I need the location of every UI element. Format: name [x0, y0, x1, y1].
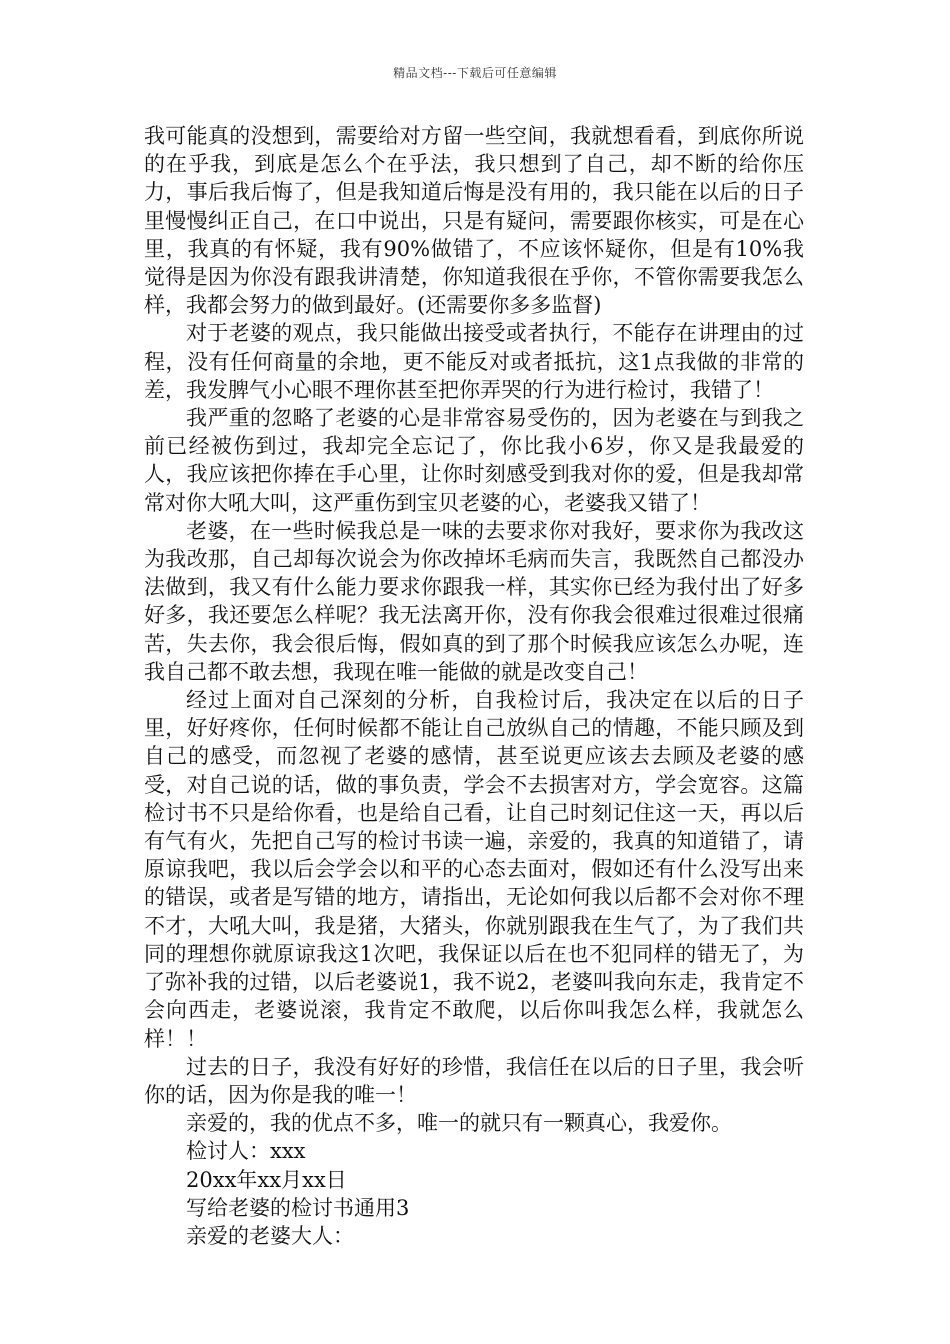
section-title: 写给老婆的检讨书通用3: [186, 1195, 410, 1220]
paragraph: 经过上面对自己深刻的分析，自我检讨后，我决定在以后的日子里，好好疼你，任何时候都不能让自己放纵自己的情趣，不能只顾及到自己的感受，而忽视了老婆的感情，甚至说更应该去去顾及老婆的感受，对自己说的话，做的事负责，学会不去损害对方，学会宽容。这篇检讨书不只是给你看，也是给自己看，让自己时刻记住这一天，再以后有气有火，先把自己写的检讨书读一遍，亲爱的，我真的知道错了，请原谅我吧，我以后会学会以和平的心态去面对，假如还有什么没写出来的错误，或者是写错的地方，请指出，无论如何我以后都不会对你不理不才，大吼大叫，我是猪，大猪头，你就别跟我在生气了，为了我们共同的理想你就原谅我这1次吧，我保证以后在也不犯同样的错无了，为了弥补我的过错，以后老婆说1，我不说2，老婆叫我向东走，我肯定不会向西走，老婆说滚，我肯定不敢爬，以后你叫我怎么样，我就怎么样！！: [144, 688, 804, 1051]
paragraph: 对于老婆的观点，我只能做出接受或者执行，不能存在讲理由的过程，没有任何商量的余地，更不能反对或者抵抗，这1点我做的非常的差，我发脾气小心眼不理你甚至把你弄哭的行为进行检讨，我错了！: [144, 321, 804, 402]
paragraph: 我可能真的没想到，需要给对方留一些空间，我就想看看，到底你所说的在乎我，到底是怎么个在乎法，我只想到了自己，却不断的给你压力，事后我后悔了，但是我知道后悔是没有用的，我只能在以后的日子里慢慢纠正自己，在口中说出，只是有疑问，需要跟你核实，可是在心里，我真的有怀疑，我有90%做错了，不应该怀疑你，但是有10%我觉得是因为你没有跟我讲清楚，你知道我很在乎你，不管你需要我怎么样，我都会努力的做到最好。(还需要你多多监督): [144, 124, 804, 318]
paragraph: 老婆，在一些时候我总是一味的去要求你对我好，要求你为我改这为我改那，自己却每次说会为你改掉坏毛病而失言，我既然自己都没办法做到，我又有什么能力要求你跟我一样，其实你已经为我付出了好多好多，我还要怎么样呢？我无法离开你，没有你我会很难过很难过很痛苦，失去你，我会很后悔，假如真的到了那个时候我应该怎么办呢，连我自己都不敢去想，我现在唯一能做的就是改变自己！: [144, 518, 804, 684]
closing-line: 亲爱的，我的优点不多，唯一的就只有一颗真心，我爱你。: [186, 1111, 732, 1136]
page-header: 精品文档---下载后可任意编辑: [393, 66, 557, 80]
salutation-line: 亲爱的老婆大人：: [186, 1223, 354, 1248]
document-body: [144, 122, 804, 1250]
date-line: 20xx年xx月xx日: [186, 1167, 347, 1192]
paragraph: 我严重的忽略了老婆的心是非常容易受伤的，因为老婆在与到我之前已经被伤到过，我却完全忘记了，你比我小6岁，你又是我最爱的人，我应该把你捧在手心里，让你时刻感受到我对你的爱，但是我却常常对你大吼大叫，这严重伤到宝贝老婆的心，老婆我又错了！: [144, 406, 804, 515]
signature-line: 检讨人：xxx: [186, 1139, 306, 1164]
paragraph: 过去的日子，我没有好好的珍惜，我信任在以后的日子里，我会听你的话，因为你是我的唯一！: [144, 1054, 804, 1107]
